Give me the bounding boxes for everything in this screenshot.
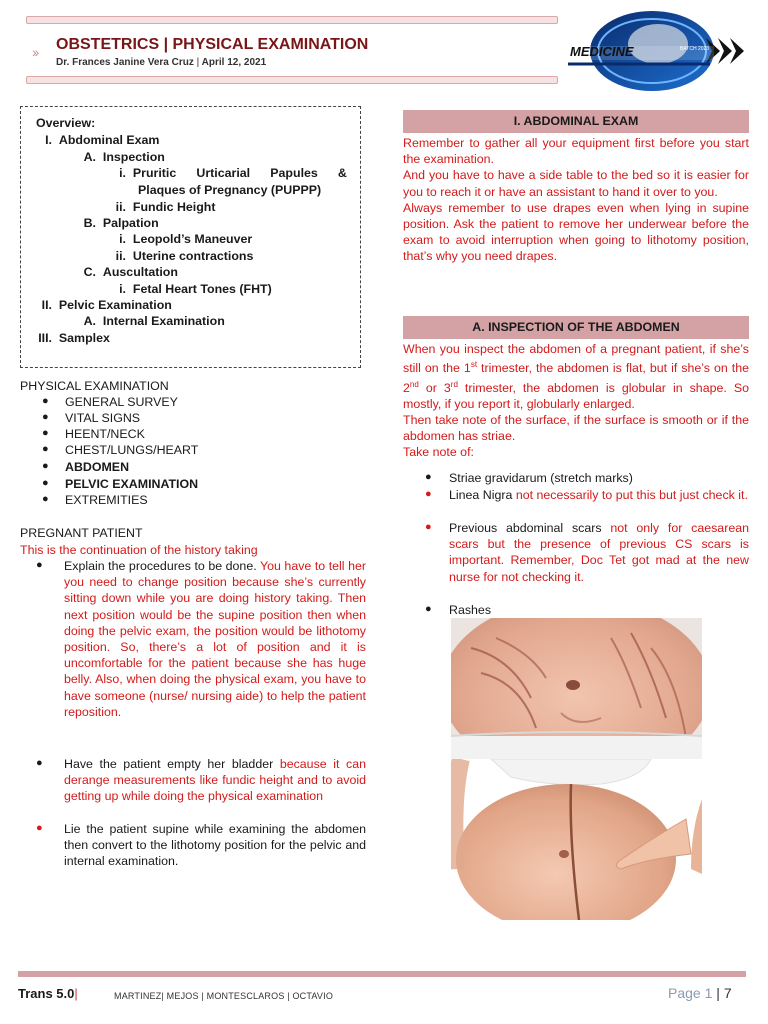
- overview-item: I. Abdominal Exam: [45, 133, 160, 147]
- linea-nigra-photo: [451, 759, 702, 920]
- list-item: CHEST/LUNGS/HEART: [65, 443, 199, 457]
- overview-item: i. Leopold’s Maneuver: [119, 232, 253, 246]
- page-title: OBSTETRICS | PHYSICAL EXAMINATION: [56, 36, 369, 53]
- section-header-abdominal-exam: I. ABDOMINAL EXAM: [403, 110, 749, 133]
- bullet-icon: ●: [425, 521, 432, 533]
- overview-item: A. Internal Examination: [83, 314, 225, 328]
- overview-item: ii. Fundic Height: [115, 200, 216, 214]
- list-item: HEENT/NECK: [65, 427, 145, 441]
- bullet-icon: ●: [42, 395, 49, 407]
- footer-authors: MARTINEZ| MEJOS | MONTESCLAROS | OCTAVIO: [114, 991, 334, 1001]
- bullet-icon: ●: [42, 493, 49, 505]
- overview-item: B. Palpation: [83, 216, 159, 230]
- header-subtitle: [56, 57, 266, 68]
- header-rule-top: [26, 16, 558, 24]
- overview-item: C. Auscultation: [83, 265, 178, 279]
- list-item: PELVIC EXAMINATION: [65, 477, 199, 491]
- overview-item: i. Pruritic Urticarial Papules &: [119, 166, 347, 180]
- logo-batch: BATCH 2023: [680, 46, 710, 52]
- inspection-item-rashes: Rashes: [449, 603, 492, 617]
- bullet-icon: ●: [425, 471, 432, 483]
- pregnant-patient-heading: PREGNANT PATIENT: [20, 526, 143, 540]
- pregnant-patient-bullet-3: Lie the patient supine while examining the abdomen then convert to the lithotomy position for the pelvic and internal examination.: [64, 822, 366, 869]
- bullet-icon: ●: [36, 559, 43, 571]
- header-chevron-icon: ››: [32, 44, 38, 60]
- overview-item: Plaques of Pregnancy (PUPPP): [138, 183, 322, 197]
- list-item: GENERAL SURVEY: [65, 395, 178, 409]
- footer-trans: Trans 5.0|: [18, 986, 78, 1001]
- bullet-icon: ●: [425, 488, 432, 500]
- inspection-item-scars: Previous abdominal scars not only for caesarean scars but the presence of previous CS scars is important. Remember, Doc Tet got mad at the new nurse for not checking it.: [449, 521, 749, 584]
- overview-heading: Overview:: [36, 116, 96, 130]
- section-header-inspection: A. INSPECTION OF THE ABDOMEN: [403, 316, 749, 339]
- overview-item: III. Samplex: [38, 331, 110, 345]
- striae-gravidarum-photo: [451, 618, 702, 759]
- footer-rule: [18, 971, 746, 977]
- overview-item: II. Pelvic Examination: [41, 298, 172, 312]
- medicine-logo: [560, 6, 746, 96]
- list-item: VITAL SIGNS: [65, 411, 141, 425]
- pregnant-patient-intro: This is the continuation of the history taking: [20, 543, 258, 557]
- inspection-text: When you inspect the abdomen of a pregnant patient, if she’s still on the 1st trimester, the abdomen is flat, but if she’s on the 2nd or 3rd trimester, the abdomen is globular in shape. So mostly, if you report it, globularly enlarged. Then take note of the surface, if the surface is smooth or if the abdomen has striae. Take note of:: [403, 342, 749, 460]
- overview-item: i. Fetal Heart Tones (FHT): [119, 282, 272, 296]
- abdominal-exam-text: Remember to gather all your equipment first before you start the examination. And you have to have a side table to the bed so it is easier for you to reach it or have an assistant to hand it over to you. Always remember to use drapes even when lying in supine position. Ask the patient to remove her underwear before the exam to avoid interruption when going to lithotomy position, that’s why you need drapes.: [403, 136, 749, 264]
- bullet-icon: ●: [42, 411, 49, 423]
- logo-text: MEDICINE: [570, 44, 634, 59]
- bullet-icon: ●: [42, 443, 49, 455]
- bullet-icon: ●: [42, 460, 49, 472]
- header-rule-bottom: [26, 76, 558, 84]
- inspection-item-striae: Striae gravidarum (stretch marks): [449, 471, 633, 485]
- header-separator: |: [196, 57, 200, 68]
- physical-exam-heading: PHYSICAL EXAMINATION: [20, 379, 169, 393]
- pregnant-patient-bullet-1: Explain the procedures to be done. You have to tell her you need to change position because she’s currently sitting down while you are doing history taking. Then next position would be the supine position then when doing the pelvic exam, the position would be lithotomy position. So, there’s a lot of position and it is uncomfortable for the patient because she has huge belly. Also, when doing the physical exam, you have to have someone (nurse/ nursing aide) to help the patient reposition.: [64, 559, 366, 719]
- bullet-icon: ●: [36, 757, 43, 769]
- lecture-date: April 12, 2021: [201, 57, 267, 68]
- inspection-item-linea-nigra: Linea Nigra not necessarily to put this but just check it.: [449, 488, 748, 502]
- page-number: Page 1 | 7: [668, 985, 732, 1001]
- bullet-icon: ●: [425, 603, 432, 615]
- overview-item: ii. Uterine contractions: [115, 249, 254, 263]
- bullet-icon: ●: [42, 427, 49, 439]
- bullet-icon: ●: [36, 822, 43, 834]
- overview-item: A. Inspection: [83, 150, 165, 164]
- list-item: EXTREMITIES: [65, 493, 148, 507]
- list-item: ABDOMEN: [65, 460, 130, 474]
- pregnant-patient-bullet-2: Have the patient empty her bladder because it can derange measurements like fundic height and to avoid getting up while doing the physical examination: [64, 757, 366, 804]
- author-name: Dr. Frances Janine Vera Cruz: [56, 57, 194, 68]
- bullet-icon: ●: [42, 477, 49, 489]
